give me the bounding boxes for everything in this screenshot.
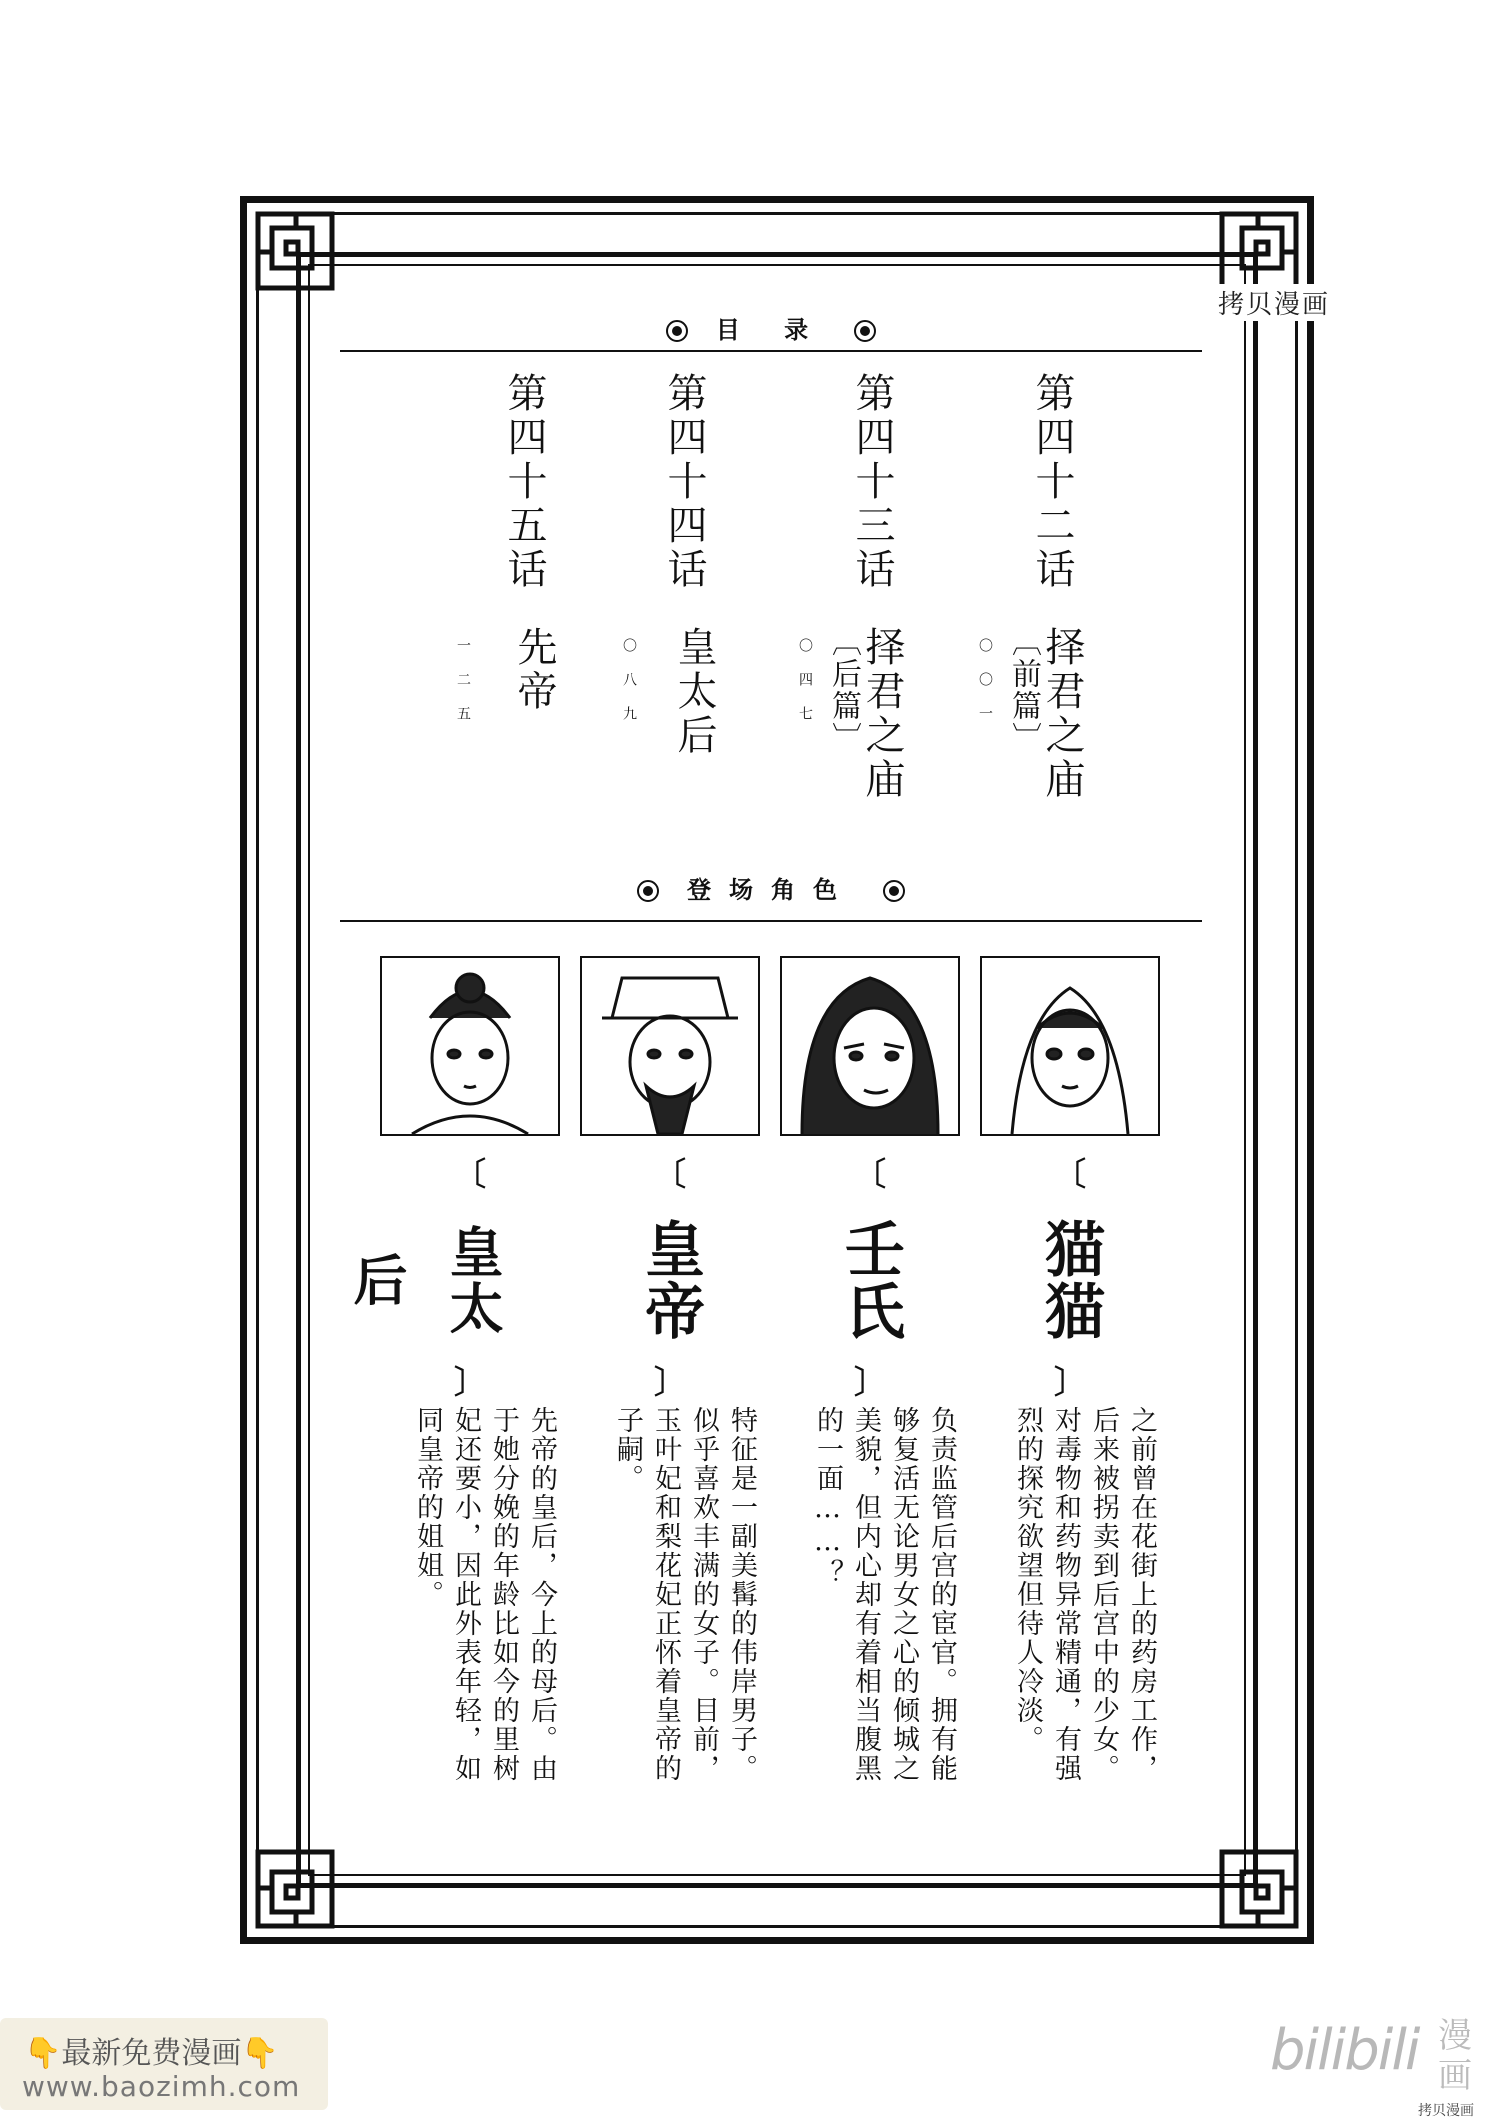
- toc-entry[interactable]: [797, 372, 940, 832]
- corner-ornament-top-left: [250, 206, 340, 296]
- bracket-top: 〔: [853, 1155, 886, 1193]
- bilibili-logo: bilibili: [1270, 2018, 1419, 2083]
- character-name: 皇帝: [635, 1218, 705, 1342]
- corner-ornament-bottom-left: [250, 1844, 340, 1934]
- character-description: 特征是一副美髯的伟岸男子。似乎喜欢丰满的女子。目前，玉叶妃和梨花妃正怀着皇帝的子嗣。: [612, 1406, 757, 1783]
- toc-heading: [340, 310, 1202, 345]
- character-name-block: [780, 1155, 960, 1401]
- bracket-bottom: 〕: [853, 1363, 886, 1401]
- bracket-top: 〔: [653, 1155, 686, 1193]
- promo-text: 👇最新免费漫画👇: [24, 2036, 279, 2071]
- bilibili-manga-label: 漫画: [1438, 2016, 1472, 2096]
- character-description: 先帝的皇后，今上的母后。由于她分娩的年龄比如今的里树妃还要小，因此外表年轻，如同皇帝的姐姐。: [412, 1406, 557, 1783]
- promo-url[interactable]: www.baozimh.com: [22, 2070, 301, 2103]
- character-name-block: [980, 1155, 1160, 1401]
- characters-heading: [340, 870, 1202, 905]
- bracket-top: 〔: [453, 1155, 486, 1193]
- portrait-jinshi: [780, 956, 960, 1136]
- character-description: 负责监管后宫的宦官。拥有能够复活无论男女之心的倾城之美貌，但内心却有着相当腹黑的一面……？: [812, 1406, 957, 1783]
- bracket-bottom: 〕: [653, 1363, 686, 1401]
- character-name-block: [580, 1155, 760, 1401]
- promo-badge[interactable]: [0, 2018, 328, 2110]
- character-name: 猫猫: [1035, 1218, 1105, 1342]
- bullet-icon: [854, 320, 876, 342]
- bracket-bottom: 〕: [1053, 1363, 1086, 1401]
- chapter-title: 择君之庙: [859, 626, 905, 802]
- chapter-part: 〔后篇〕: [826, 626, 861, 754]
- corner-ornament-bottom-right: [1214, 1844, 1304, 1934]
- divider-rule: [340, 920, 1202, 922]
- chapter-number: 第四十五话: [501, 372, 547, 592]
- divider-rule: [340, 350, 1202, 352]
- characters-heading-text: 登场角色: [687, 876, 855, 904]
- chapter-page: 〇四七: [797, 638, 813, 740]
- toc-heading-text: 目 录: [715, 316, 827, 344]
- chapter-number: 第四十四话: [661, 372, 707, 592]
- watermark-bottom: 拷贝漫画: [1418, 2103, 1474, 2119]
- chapter-number: 第四十三话: [849, 372, 895, 592]
- chapter-title: 皇太后: [671, 626, 717, 758]
- portrait-maomao: [980, 956, 1160, 1136]
- chapter-title: 先帝: [511, 626, 557, 714]
- portrait-emperor: [580, 956, 760, 1136]
- bracket-bottom: 〕: [453, 1363, 486, 1401]
- bullet-icon: [883, 880, 905, 902]
- bullet-icon: [637, 880, 659, 902]
- chapter-number: 第四十二话: [1029, 372, 1075, 592]
- chapter-page: 一二五: [455, 638, 471, 740]
- bullet-icon: [666, 320, 688, 342]
- watermark-top: 拷贝漫画: [1218, 284, 1330, 321]
- chapter-page: 〇〇一: [977, 638, 993, 740]
- character-description: 之前曾在花街上的药房工作，后来被拐卖到后宫中的少女。对毒物和药物异常精通，有强烈的探究欲望但待人冷淡。: [1012, 1406, 1157, 1783]
- character-name: 壬氏: [835, 1218, 905, 1342]
- character-name: 皇太后: [345, 1224, 504, 1336]
- chapter-part: 〔前篇〕: [1006, 626, 1041, 754]
- bracket-top: 〔: [1053, 1155, 1086, 1193]
- chapter-page: 〇八九: [621, 638, 637, 740]
- toc-entry[interactable]: [977, 372, 1120, 832]
- chapter-title: 择君之庙: [1039, 626, 1085, 802]
- toc-entry[interactable]: [452, 372, 592, 832]
- character-name-block: [345, 1155, 560, 1401]
- toc-entry[interactable]: [612, 372, 752, 832]
- corner-ornament-top-right: [1214, 206, 1304, 296]
- portrait-empress-dowager: [380, 956, 560, 1136]
